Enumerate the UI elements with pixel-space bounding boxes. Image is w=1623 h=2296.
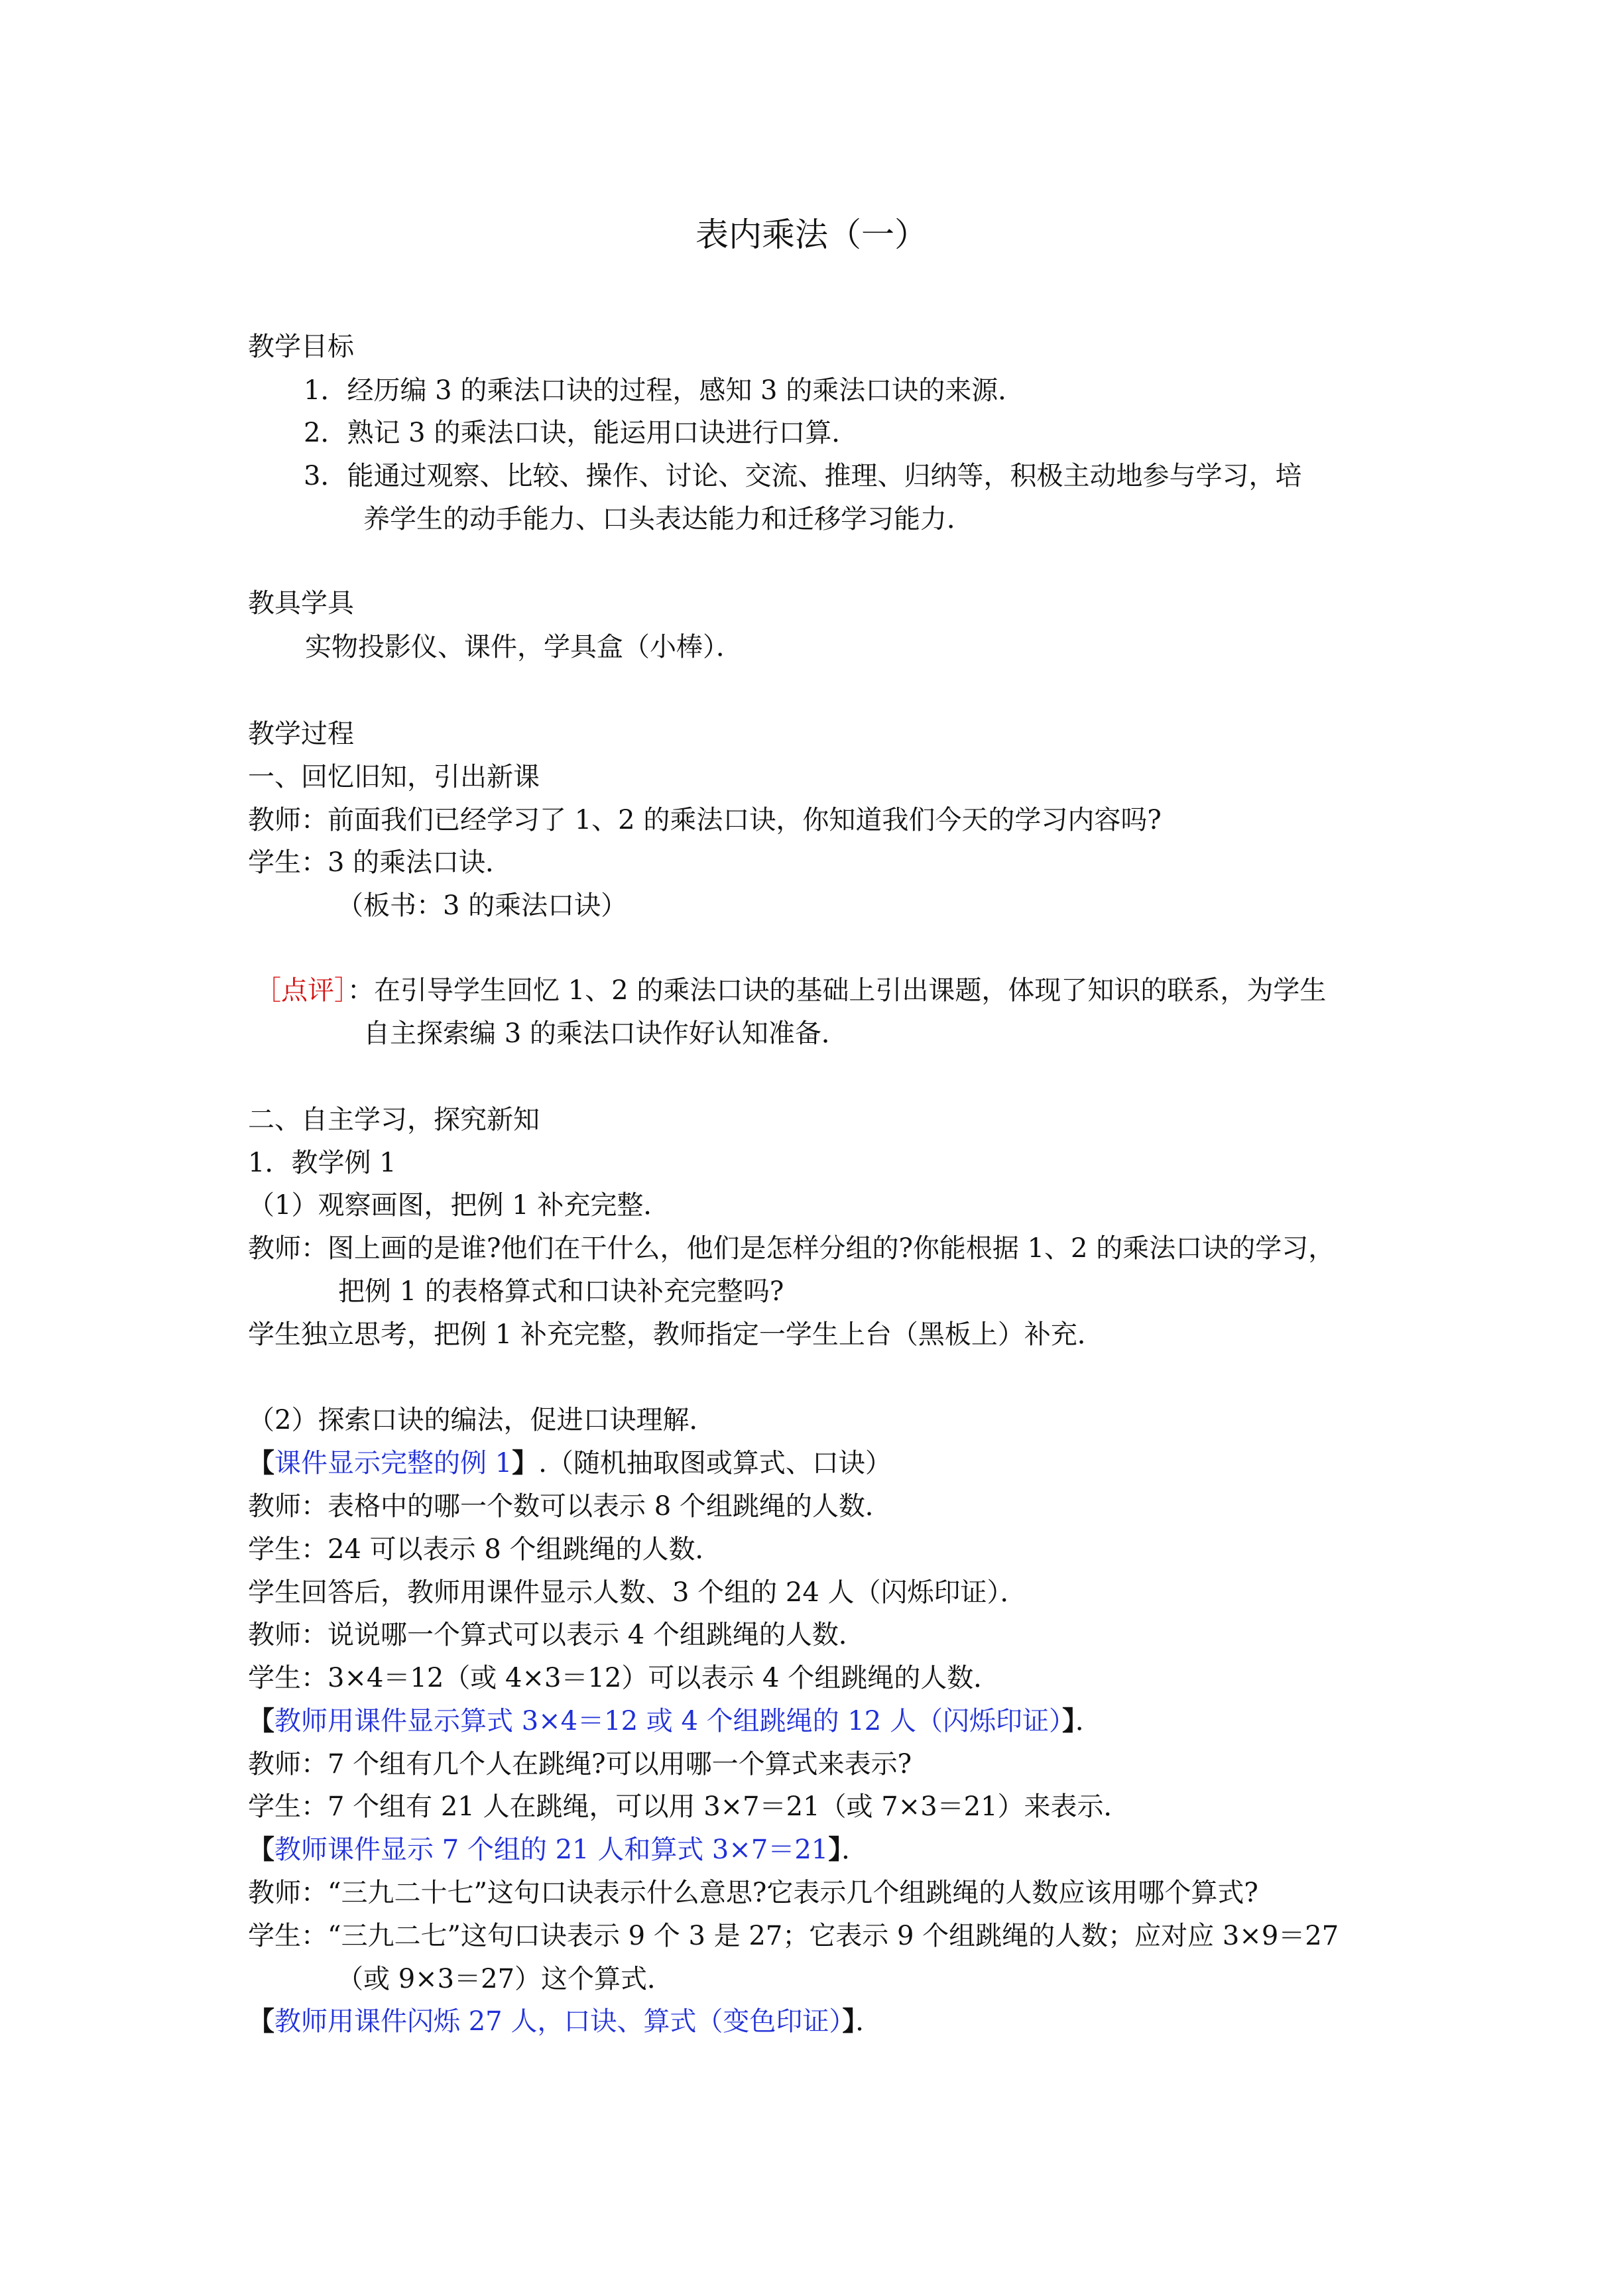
comment-line-2: 自主探索编 3 的乘法口诀作好认知准备． [363, 1018, 848, 1049]
teacher-question-2: 教师：表格中的哪一个数可以表示 8 个组跳绳的人数． [248, 1491, 892, 1522]
student-answer-5: 学生：7 个组有 21 人在跳绳，可以用 3×7＝21（或 7×3＝21）来表示． [248, 1791, 1130, 1822]
teacher-question-1-line-2: 把例 1 的表格算式和口诀补充完整吗? [338, 1276, 784, 1307]
bracket-open: 【 [248, 1705, 274, 1736]
student-activity-1: 学生独立思考，把例 1 补充完整，教师指定一学生上台（黑板上）补充． [248, 1319, 1104, 1350]
section-1-student: 学生：3 的乘法口诀． [248, 847, 512, 878]
section-1-title: 一、回忆旧知，引出新课 [248, 762, 540, 792]
courseware-note-3-text: 教师课件显示 7 个组的 21 人和算式 3×7＝21 [274, 1835, 829, 1865]
courseware-note-1 [248, 1443, 892, 1483]
bracket-close: 】 [828, 1834, 842, 1865]
tools-text: 实物投影仪、课件，学具盒（小棒）． [305, 632, 743, 662]
comment-line-1 [255, 971, 1326, 1010]
courseware-note-4-rest: ． [855, 2006, 882, 2037]
comment-label: ［点评］ [255, 975, 347, 1006]
goal-item-3-line-1: 3．能通过观察、比较、操作、讨论、交流、推理、归纳等，积极主动地参与学习，培 [304, 461, 1302, 491]
teacher-question-1-line-1: 教师：图上画的是谁?他们在干什么，他们是怎样分组的?你能根据 1、2 的乘法口诀的学习， [248, 1233, 1335, 1264]
section-1-teacher: 教师：前面我们已经学习了 1、2 的乘法口诀，你知道我们今天的学习内容吗? [248, 805, 1162, 835]
section-2-title: 二、自主学习，探究新知 [248, 1105, 540, 1135]
process-heading: 教学过程 [248, 719, 354, 749]
teacher-question-3: 教师：说说哪一个算式可以表示 4 个组跳绳的人数． [248, 1620, 865, 1650]
courseware-note-3-rest: ． [841, 1835, 869, 1865]
bracket-close: 】 [1061, 1705, 1075, 1736]
bracket-close: 】 [842, 2006, 856, 2037]
courseware-note-2-text: 教师用课件显示算式 3×4＝12 或 4 个组跳绳的 12 人（闪烁印证） [274, 1706, 1062, 1736]
student-answer-4: 学生：3×4＝12（或 4×3＝12）可以表示 4 个组跳绳的人数． [248, 1663, 1000, 1693]
courseware-note-2-rest: ． [1075, 1706, 1102, 1736]
bracket-open: 【 [248, 1834, 274, 1865]
bracket-open: 【 [248, 1447, 274, 1479]
teacher-question-4: 教师：7 个组有几个人在跳绳?可以用哪一个算式来表示? [248, 1749, 912, 1780]
courseware-note-1-text: 课件显示完整的例 1 [274, 1448, 512, 1479]
step-2-heading: （2）探索口诀的编法，促进口诀理解． [248, 1405, 716, 1435]
goals-heading: 教学目标 [248, 332, 354, 362]
student-answer-2: 学生：24 可以表示 8 个组跳绳的人数． [248, 1534, 722, 1565]
courseware-note-2 [248, 1701, 1102, 1741]
courseware-note-1-rest: .（随机抽取图或算式、口诀） [538, 1448, 892, 1479]
goal-item-3-line-2: 养学生的动手能力、口头表达能力和迁移学习能力． [363, 504, 973, 534]
section-1-board: （板书：3 的乘法口诀） [337, 890, 628, 921]
tools-heading: 教具学具 [248, 588, 354, 619]
comment-text-1: ：在引导学生回忆 1、2 的乘法口诀的基础上引出课题，体现了知识的联系，为学生 [347, 975, 1327, 1006]
goal-item-1: 1．经历编 3 的乘法口诀的过程，感知 3 的乘法口诀的来源． [304, 375, 1025, 406]
bracket-open: 【 [248, 2006, 274, 2037]
goal-item-2: 2．熟记 3 的乘法口诀，能运用口诀进行口算． [304, 418, 859, 448]
teacher-question-5: 教师：“三九二十七”这句口诀表示什么意思?它表示几个组跳绳的人数应该用哪个算式? [248, 1878, 1258, 1908]
courseware-note-4-text: 教师用课件闪烁 27 人，口诀、算式（变色印证） [274, 2006, 843, 2037]
document-title: 表内乘法（一） [695, 215, 928, 254]
student-answer-6-line-2: （或 9×3＝27）这个算式． [337, 1964, 674, 1994]
step-1-heading: （1）观察画图，把例 1 补充完整． [248, 1190, 670, 1221]
bracket-close: 】 [512, 1447, 539, 1479]
student-answer-6-line-1: 学生：“三九二七”这句口诀表示 9 个 3 是 27；它表示 9 个组跳绳的人数；应对应 3×9＝27 [248, 1921, 1339, 1951]
example-1-heading: 1．教学例 1 [248, 1148, 396, 1178]
student-activity-3: 学生回答后，教师用课件显示人数、3 个组的 24 人（闪烁印证）． [248, 1577, 1027, 1608]
courseware-note-4 [248, 2002, 882, 2041]
courseware-note-3 [248, 1830, 868, 1870]
